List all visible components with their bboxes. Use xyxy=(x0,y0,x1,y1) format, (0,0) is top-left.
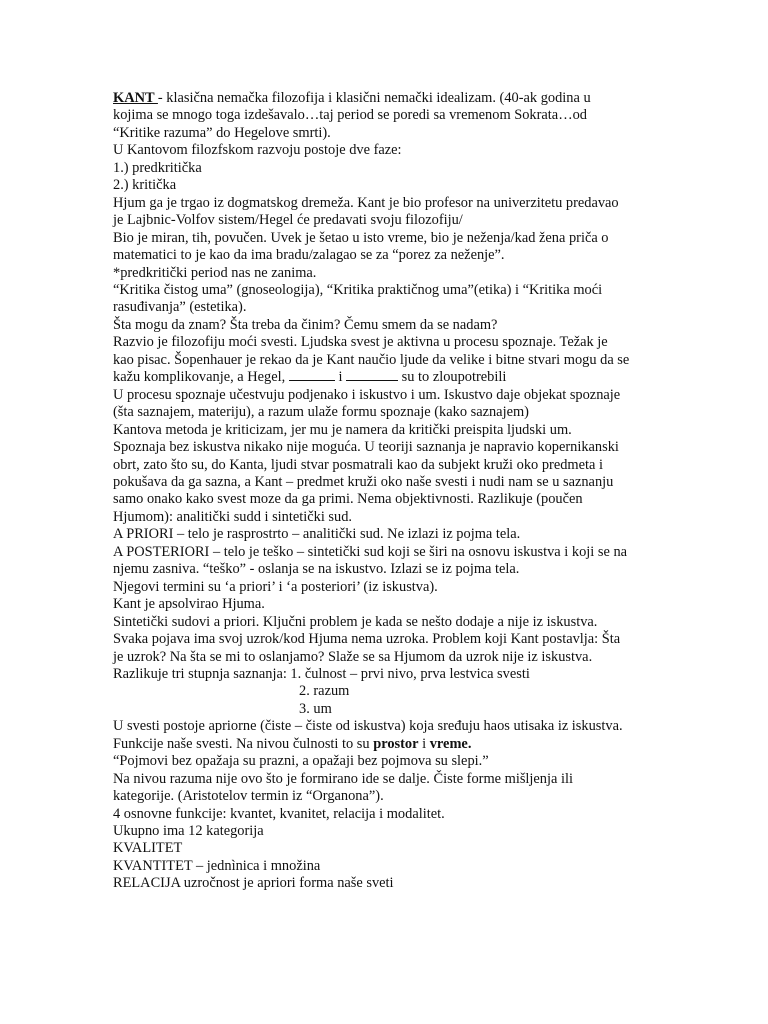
text-line: njemu zasniva. “teško” - oslanja se na iskustvo. Izlazi se iz pojma tela. xyxy=(113,561,520,578)
text-line: Ukupno ima 12 kategorija xyxy=(113,823,264,840)
text-fragment: i xyxy=(334,369,347,386)
list-item-precritical: 1.) predkritička xyxy=(113,159,202,176)
text-line: Razlikuje tri stupnja saznanja: 1. čulnost – prvi nivo, prva lestvica svesti xyxy=(113,665,530,682)
text-line: Sintetički sudovi a priori. Ključni problem je kada se nešto dodaje a nije iz iskustva. xyxy=(113,613,598,630)
text-line: Njegovi termini su ‘a priori’ i ‘a posteriori’ (iz iskustva). xyxy=(113,578,438,595)
text-line: KVALITET xyxy=(113,840,183,857)
text-line: kategorije. (Aristotelov termin iz “Organona”). xyxy=(113,788,384,805)
text-line: A PRIORI – telo je rasprostrto – analitički sud. Ne izlazi iz pojma tela. xyxy=(113,526,521,543)
text-line: Hjumom): analitički sudd i sintetički sud. xyxy=(113,508,353,525)
text-line: *predkritički period nas ne zanima. xyxy=(113,264,317,281)
text-line-with-bold xyxy=(113,736,658,753)
text-line: Razvio je filozofiju moći svesti. Ljudska svest je aktivna u procesu spoznaje. Težak je xyxy=(113,334,608,351)
text-line: U procesu spoznaje učestvuju podjenako i iskustvo i um. Iskustvo daje objekat spoznaje xyxy=(113,386,621,403)
text-line: RELACIJA uzročnost je apriori forma naše sveti xyxy=(113,875,394,892)
text-line: U svesti postoje apriorne (čiste – čiste od iskustva) koja sređuju haos utisaka iz iskustva. xyxy=(113,718,623,735)
text-line: pokušava da ga sazna, a Kant – predmet kruži oko naše svesti i nudi nam se u saznanju xyxy=(113,473,614,490)
text-line: Bio je miran, tih, povučen. Uvek je šetao u isto vreme, bio je neženja/kad žena priča o xyxy=(113,229,609,246)
text-line: Na nivou razuma nije ovo što je formirano ide se dalje. Čiste forme mišljenja ili xyxy=(113,770,573,787)
doc-title: KANT xyxy=(113,90,158,106)
list-item-razum: 2. razum xyxy=(299,683,350,700)
text-line: U Kantovom filozfskom razvoju postoje dve faze: xyxy=(113,142,402,159)
text-fragment: i xyxy=(418,735,430,752)
text-line: (šta saznajem, materiju), a razum ulaže formu spoznaje (kako saznajem) xyxy=(113,404,529,421)
blank-field xyxy=(289,369,335,381)
text-line: matematici to je kao da ima bradu/zalagao se za “porez za neženje”. xyxy=(113,247,505,264)
text-line: Kant je apsolvirao Hjuma. xyxy=(113,596,265,613)
text-line: “Kritika čistog uma” (gnoseologija), “Kritika praktičnog uma”(etika) i “Kritika moći xyxy=(113,281,603,298)
text-line-with-blanks xyxy=(113,369,658,386)
text-line: A POSTERIORI – telo je teško – sintetički sud koji se širi na osnovu iskustva i koji se na xyxy=(113,543,628,560)
bold-term-vreme: vreme. xyxy=(429,735,472,752)
text-fragment: su to zloupotrebili xyxy=(398,369,507,386)
blank-field xyxy=(346,369,398,381)
text-line: Spoznaja bez iskustva nikako nije moguća. U teoriji saznanja je napravio kopernikanski xyxy=(113,439,619,456)
text-line: Hjum ga je trgao iz dogmatskog dremeža. Kant je bio profesor na univerzitetu predavao xyxy=(113,194,619,211)
text-line: 4 osnovne funkcije: kvantet, kvanitet, relacija i modalitet. xyxy=(113,805,445,822)
intro-line xyxy=(113,90,658,107)
list-item-critical: 2.) kritička xyxy=(113,177,177,194)
text-line: kao pisac. Šopenhauer je rekao da je Kant naučio ljude da velike i bitne stvari mogu da se xyxy=(113,351,630,368)
text-line: obrt, zato što su, do Kanta, ljudi stvar posmatrali kao da subjekt kruži oko predmeta i xyxy=(113,456,603,473)
quote-line: “Pojmovi bez opažaja su prazni, a opažaji bez pojmova su slepi.” xyxy=(113,753,489,770)
text-line: samo onako kako svest moze da ga primi. Nema objektivnosti. Razlikuje (poučen xyxy=(113,491,583,508)
text-line: kojima se mnogo toga izdešavalo…taj period se poredi sa vremenom Sokrata…od xyxy=(113,107,587,124)
text-line: rasuđivanja” (estetika). xyxy=(113,299,247,316)
text-line: Kantova metoda je kriticizam, jer mu je namera da kritički preispita ljudski um. xyxy=(113,421,572,438)
text-line: je Lajbnic-Volfov sistem/Hegel će predavati svoju filozofiju/ xyxy=(113,212,463,229)
document-body xyxy=(113,90,658,893)
intro-text: - klasična nemačka filozofija i klasični nemački idealizam. (40-ak godina u xyxy=(157,90,591,106)
text-line: KVANTITET – jednìnica i množina xyxy=(113,857,321,874)
list-item-um: 3. um xyxy=(299,700,332,717)
bold-term-prostor: prostor xyxy=(373,735,419,752)
text-line: Šta mogu da znam? Šta treba da činim? Čemu smem da se nadam? xyxy=(113,316,498,333)
text-line: je uzrok? Na šta se mi to oslanjamo? Slaže se sa Hjumom da uzrok nije iz iskustva. xyxy=(113,648,593,665)
text-line: Svaka pojava ima svoj uzrok/kod Hjuma nema uzroka. Problem koji Kant postavlja: Šta xyxy=(113,631,621,648)
text-fragment: Funkcije naše svesti. Na nivou čulnosti to su xyxy=(113,735,374,752)
text-line: “Kritike razuma” do Hegelove smrti). xyxy=(113,124,331,141)
text-fragment: kažu komplikovanje, a Hegel, xyxy=(113,369,289,386)
